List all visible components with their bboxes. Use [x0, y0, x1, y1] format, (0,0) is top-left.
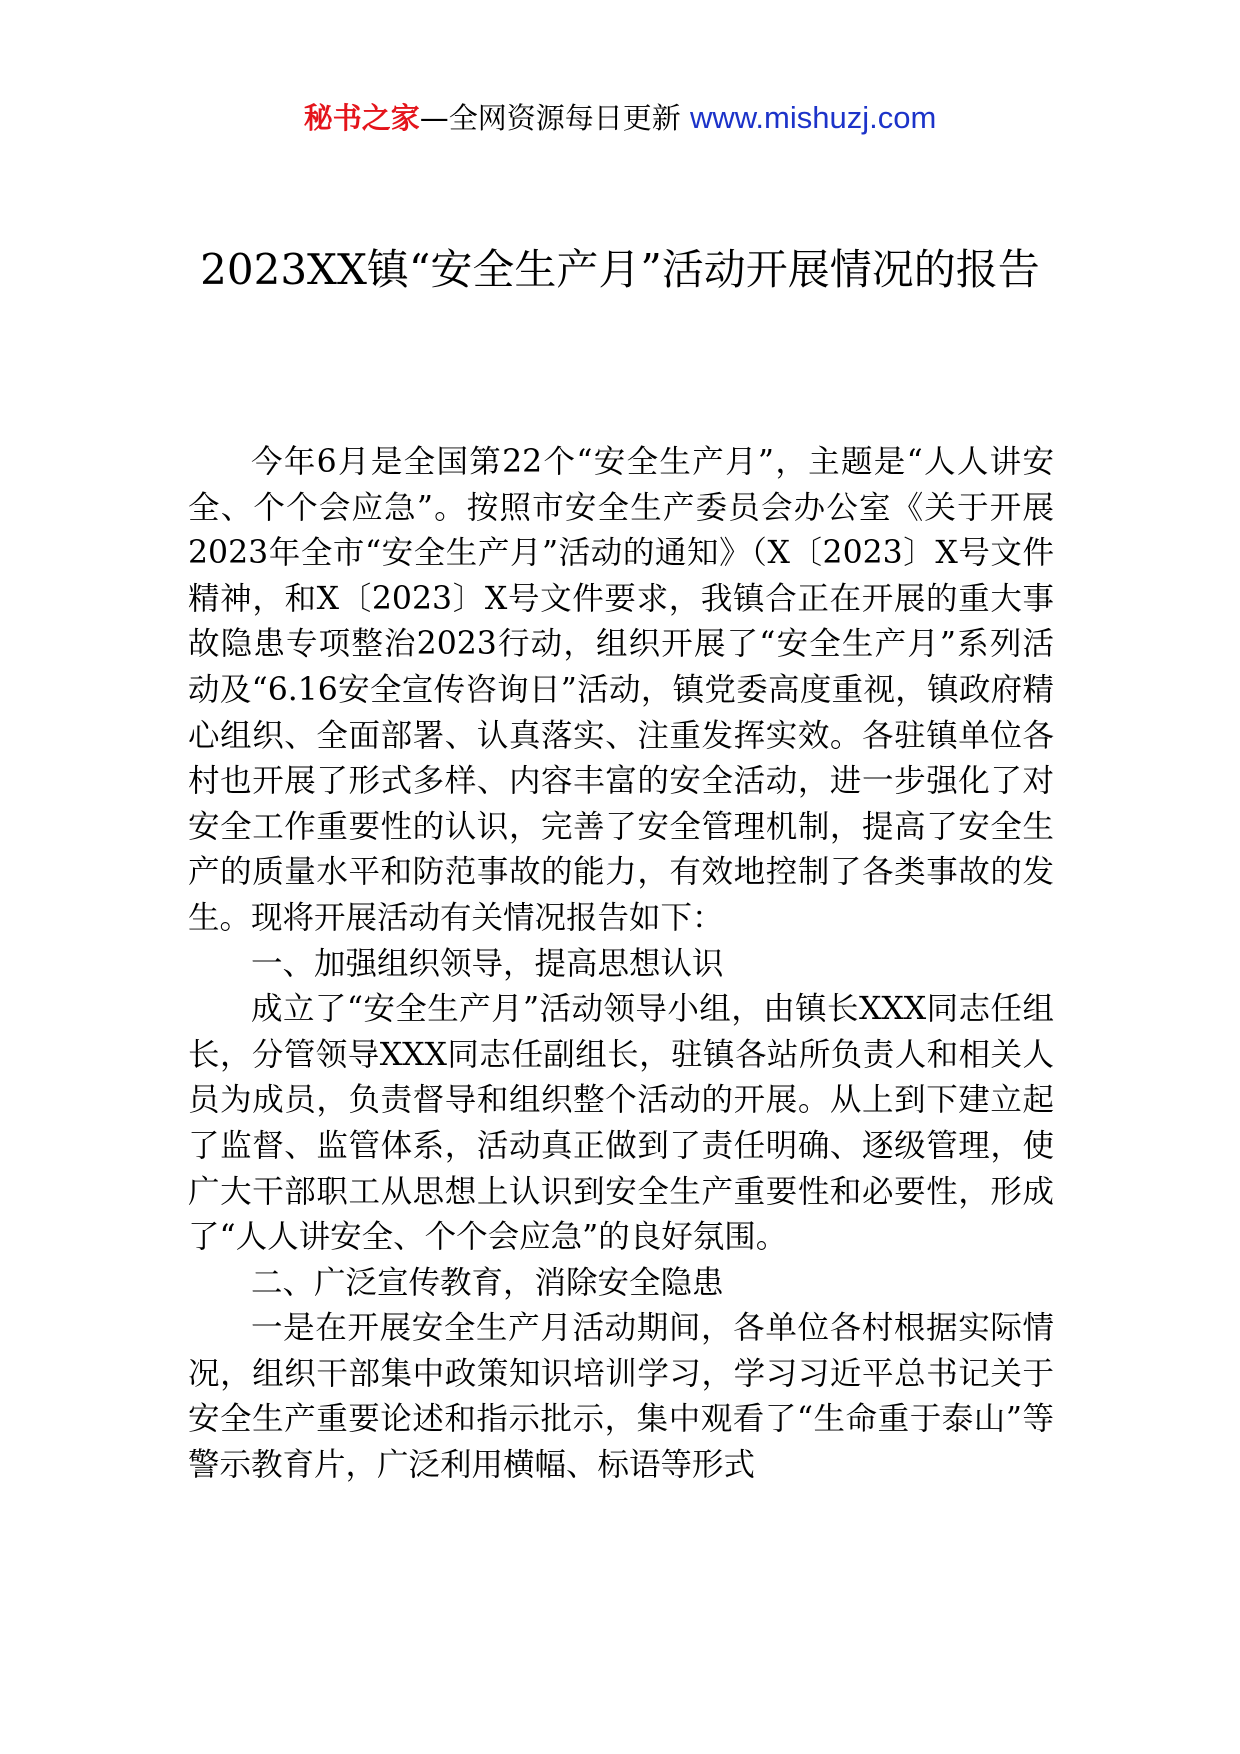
- document-title: 2023XX镇“安全生产月”活动开展情况的报告: [200, 245, 1040, 294]
- brand-name: 秘书之家: [303, 101, 420, 135]
- document-body: [188, 440, 1054, 1489]
- site-url-link[interactable]: www.mishuzj.com: [689, 100, 937, 135]
- intro-paragraph: 今年6月是全国第22个“安全生产月”，主题是“人人讲安全、个个会应急”。按照市安全生产委员会办公室《关于开展2023年全市“安全生产月”活动的通知》（X〔2023〕X号文件精神，和X〔2023〕X号文件要求，我镇合正在开展的重大事故隐患专项整治2023行动，组织开展了“安全生产月”系列活动及“6.16安全宣传咨询日”活动，镇党委高度重视，镇政府精心组织、全面部署、认真落实、注重发挥实效。各驻镇单位各村也开展了形式多样、内容丰富的安全活动，进一步强化了对安全工作重要性的认识，完善了安全管理机制，提高了安全生产的质量水平和防范事故的能力，有效地控制了各类事故的发生。现将开展活动有关情况报告如下：: [188, 444, 1054, 936]
- section-paragraph-2: 一是在开展安全生产月活动期间，各单位各村根据实际情况，组织干部集中政策知识培训学习，学习习近平总书记关于安全生产重要论述和指示批示，集中观看了“生命重于泰山”等警示教育片，广泛利用横幅、标语等形式: [188, 1310, 1054, 1484]
- section-heading-2: 二、广泛宣传教育，消除安全隐患: [251, 1264, 724, 1301]
- section-heading-1: 一、加强组织领导，提高思想认识: [251, 945, 724, 982]
- watermark-header: [0, 98, 1240, 138]
- section-paragraph-1: 成立了“安全生产月”活动领导小组，由镇长XXX同志任组长，分管领导XXX同志任副组长，驻镇各站所负责人和相关人员为成员，负责督导和组织整个活动的开展。从上到下建立起了监督、监管体系，活动真正做到了责任明确、逐级管理，使广大干部职工从思想上认识到安全生产重要性和必要性，形成了“人人讲安全、个个会应急”的良好氛围。: [188, 991, 1054, 1256]
- header-slogan: —全网资源每日更新: [419, 101, 681, 135]
